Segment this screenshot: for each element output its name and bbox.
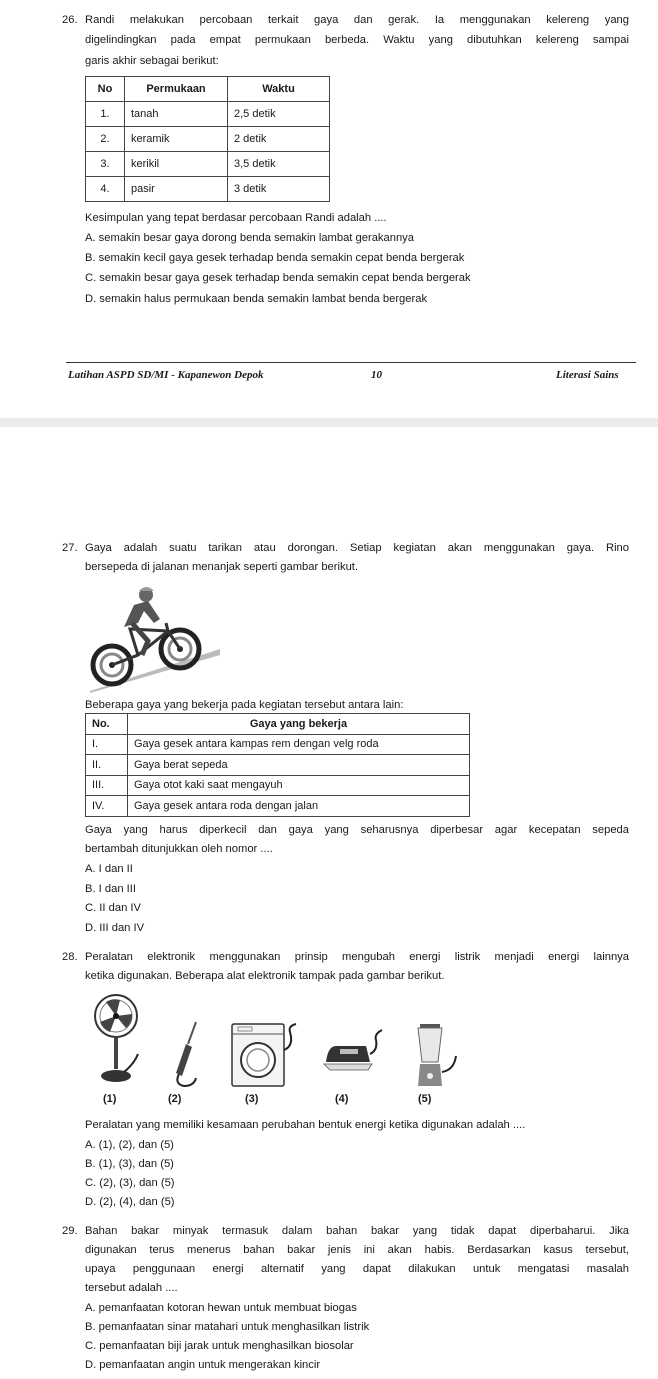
image-label: (4) <box>335 1093 349 1105</box>
question-number: 26. <box>62 14 78 26</box>
table-cell: Gaya gesek antara kampas rem dengan velg roda <box>128 734 470 755</box>
option-d: D. III dan IV <box>85 922 145 934</box>
soldering-iron-icon <box>170 1020 200 1090</box>
option-b: B. (1), (3), dan (5) <box>85 1158 174 1170</box>
question-stem-line: Peralatan elektronik menggunakan prinsip mengubah energi listrik menjadi energi lainnya <box>85 951 629 963</box>
table-cell: 2 detik <box>228 127 330 152</box>
option-b: B. semakin kecil gaya gesek terhadap benda semakin cepat benda bergerak <box>85 252 465 264</box>
table-header: Permukaan <box>125 77 228 102</box>
question-prompt-line: bertambah ditunjukkan oleh nomor .... <box>85 843 273 855</box>
page-gap <box>0 418 658 427</box>
question-stem-line: garis akhir sebagai berikut: <box>85 55 219 67</box>
question-stem-line: bersepeda di jalanan menanjak seperti gambar berikut. <box>85 561 359 573</box>
question-prompt: Kesimpulan yang tepat berdasar percobaan Randi adalah .... <box>85 212 387 224</box>
table-header: No. <box>86 714 128 735</box>
option-d: D. (2), (4), dan (5) <box>85 1196 175 1208</box>
table-row <box>86 734 470 755</box>
table-cell: 2. <box>86 127 125 152</box>
question-number: 28. <box>62 951 78 963</box>
table-row <box>86 755 470 776</box>
option-a: A. pemanfaatan kotoran hewan untuk membuat biogas <box>85 1302 357 1314</box>
table-intro: Beberapa gaya yang bekerja pada kegiatan tersebut antara lain: <box>85 699 404 711</box>
clothes-iron-icon <box>322 1028 384 1078</box>
table-row <box>86 177 330 202</box>
table-header: Gaya yang bekerja <box>128 714 470 735</box>
question-stem-line: tersebut adalah .... <box>85 1282 178 1294</box>
question-stem-line: ketika digunakan. Beberapa alat elektronik tampak pada gambar berikut. <box>85 970 445 982</box>
footer-rule <box>66 362 636 363</box>
question-number: 27. <box>62 542 78 554</box>
electric-fan-icon <box>94 992 140 1087</box>
question-stem-line: upaya penggunaan energi alternatif yang dapat dilakukan untuk mengatasi masalah <box>85 1263 629 1275</box>
option-a: A. (1), (2), dan (5) <box>85 1139 174 1151</box>
table-header: Waktu <box>228 77 330 102</box>
cyclist-uphill-illustration <box>88 583 223 693</box>
table-cell: Gaya gesek antara roda dengan jalan <box>128 796 470 817</box>
option-d: D. pemanfaatan angin untuk mengerakan kincir <box>85 1359 321 1371</box>
results-table <box>85 76 330 202</box>
option-a: A. semakin besar gaya dorong benda semakin lambat gerakannya <box>85 232 414 244</box>
footer-page-number: 10 <box>371 369 382 381</box>
table-row <box>86 127 330 152</box>
table-cell: II. <box>86 755 128 776</box>
table-cell: 3. <box>86 152 125 177</box>
table-row <box>86 152 330 177</box>
image-label: (5) <box>418 1093 432 1105</box>
question-number: 29. <box>62 1225 78 1237</box>
option-a: A. I dan II <box>85 863 133 875</box>
forces-table <box>85 713 470 817</box>
table-cell: 4. <box>86 177 125 202</box>
table-cell: Gaya berat sepeda <box>128 755 470 776</box>
image-label: (3) <box>245 1093 259 1105</box>
option-b: B. pemanfaatan sinar matahari untuk menghasilkan listrik <box>85 1321 370 1333</box>
blender-icon <box>410 1020 464 1090</box>
table-cell: tanah <box>125 102 228 127</box>
table-cell: 2,5 detik <box>228 102 330 127</box>
table-row <box>86 796 470 817</box>
question-prompt-line: Gaya yang harus diperkecil dan gaya yang seharusnya diperbesar agar kecepatan sepeda <box>85 824 629 836</box>
question-stem-line: digelindingkan pada empat permukaan berbeda. Waktu yang dibutuhkan kelereng sampai <box>85 34 629 46</box>
table-cell: Gaya otot kaki saat mengayuh <box>128 775 470 796</box>
table-row <box>86 775 470 796</box>
table-cell: IV. <box>86 796 128 817</box>
option-b: B. I dan III <box>85 883 136 895</box>
footer-subject: Literasi Sains <box>556 369 619 381</box>
table-header: No <box>86 77 125 102</box>
table-cell: 3 detik <box>228 177 330 202</box>
option-c: C. II dan IV <box>85 902 141 914</box>
table-cell: keramik <box>125 127 228 152</box>
option-c: C. (2), (3), dan (5) <box>85 1177 175 1189</box>
table-row <box>86 102 330 127</box>
table-cell: pasir <box>125 177 228 202</box>
table-cell: I. <box>86 734 128 755</box>
question-stem-line: Gaya adalah suatu tarikan atau dorongan. Setiap kegiatan akan menggunakan gaya. Rino <box>85 542 629 554</box>
question-stem-line: digunakan terus menerus bahan bakar jenis ini akan habis. Berdasarkan kasus tersebut, <box>85 1244 629 1256</box>
option-c: C. semakin besar gaya gesek terhadap benda semakin cepat benda bergerak <box>85 272 471 284</box>
table-cell: 1. <box>86 102 125 127</box>
image-label: (1) <box>103 1093 117 1105</box>
question-prompt: Peralatan yang memiliki kesamaan perubahan bentuk energi ketika digunakan adalah .... <box>85 1119 526 1131</box>
footer-title: Latihan ASPD SD/MI - Kapanewon Depok <box>68 369 264 381</box>
question-stem-line: Randi melakukan percobaan terkait gaya dan gerak. Ia menggunakan kelereng yang <box>85 14 629 26</box>
washing-machine-icon <box>230 1020 298 1090</box>
question-stem-line: Bahan bakar minyak termasuk dalam bahan bakar yang tidak dapat diperbaharui. Jika <box>85 1225 629 1237</box>
table-cell: 3,5 detik <box>228 152 330 177</box>
table-cell: kerikil <box>125 152 228 177</box>
option-d: D. semakin halus permukaan benda semakin lambat benda bergerak <box>85 293 428 305</box>
option-c: C. pemanfaatan biji jarak untuk menghasilkan biosolar <box>85 1340 354 1352</box>
image-label: (2) <box>168 1093 182 1105</box>
table-cell: III. <box>86 775 128 796</box>
